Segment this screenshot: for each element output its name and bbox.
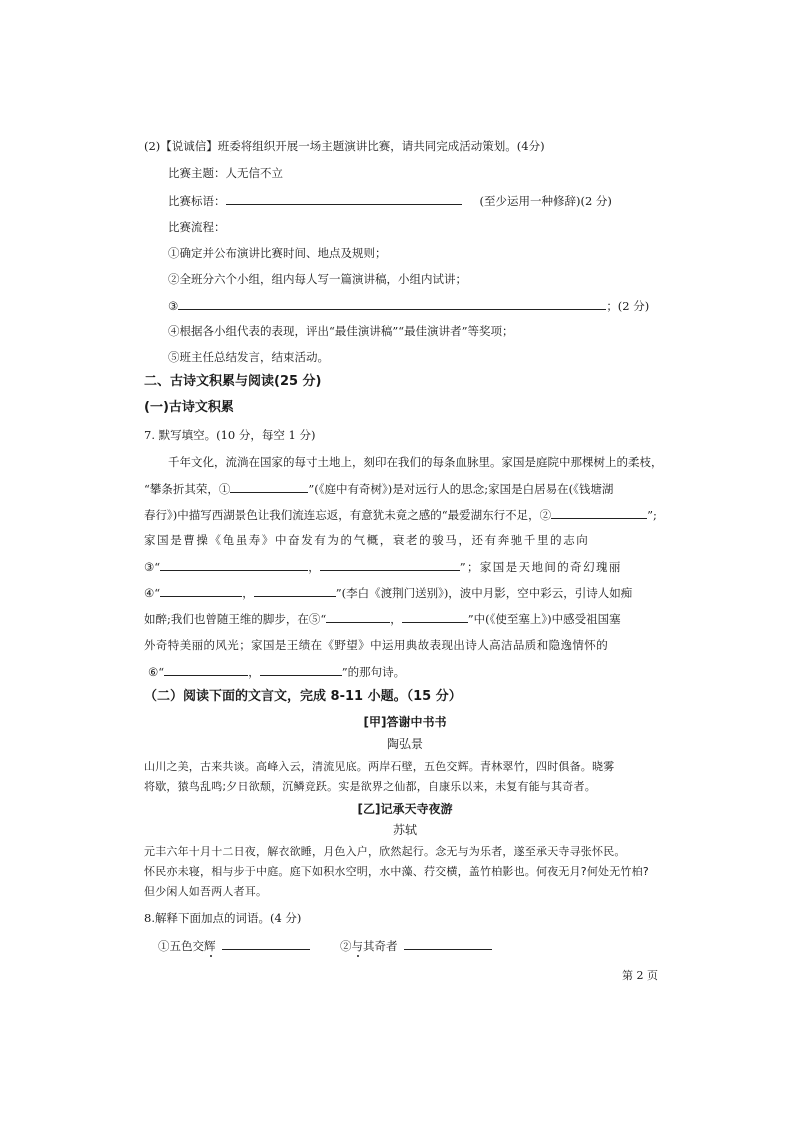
q8-item-2-dotted: 与 (351, 939, 363, 953)
q2-slogan-line (168, 192, 612, 209)
q7-line-7-a: 如醉;我们也曾随王维的脚步，在⑤“ (144, 612, 327, 626)
subsection-2-title: （二）阅读下面的文言文，完成 8-11 小题。（15 分） (144, 689, 462, 704)
blank-2[interactable] (551, 506, 647, 519)
q7-line-4: 家国是曹操《龟虽寿》中奋发有为的气概，衰老的骏马，还有奔驰千里的志向 (144, 533, 590, 547)
q7-line-5-b: ， (308, 560, 320, 574)
q7-line-9-c: ”的那句诗。 (341, 665, 406, 679)
q7-line-2 (144, 480, 613, 497)
q7-line-6-c: ”(李白《渡荆门送别》)，波中月影，空中彩云，引诗人如痴 (335, 586, 633, 600)
blank-3a[interactable] (160, 558, 308, 571)
blank-1[interactable] (230, 480, 308, 493)
q7-line-5-c: ”；家国是天地间的奇幻瑰丽 (459, 560, 622, 574)
q7-line-1: 千年文化，流淌在国家的每寸土地上，刻印在我们的每条血脉里。家国是庭院中那棵树上的柔枝， (168, 455, 663, 469)
slogan-blank[interactable] (226, 192, 462, 205)
flow-step-1: ①确定并公布演讲比赛时间、地点及规则； (168, 246, 387, 260)
q7-line-8: 外奇特美丽的风光；家国是王绩在《野望》中运用典故表现出诗人高洁品质和隐逸情怀的 (144, 638, 609, 652)
q8-item-1 (158, 937, 310, 954)
yi-title: [乙]记承天寺夜游 (357, 802, 453, 816)
q7-line-5 (144, 558, 622, 575)
blank-5a[interactable] (326, 610, 390, 623)
q8-item-1-prefix: ①五色交 (158, 939, 204, 953)
q7-line-7-b: ， (390, 612, 402, 626)
flow-label: 比赛流程： (168, 220, 226, 234)
yi-line-2: 怀民亦未寝，相与步于中庭。庭下如积水空明，水中藻、荇交横，盖竹柏影也。何夜无月?何处无竹柏? (144, 865, 649, 878)
slogan-note: (至少运用一种修辞)(2 分) (479, 194, 612, 208)
q7-line-2-a: “攀条折其荣，① (144, 482, 231, 496)
page-number: 第 2 页 (622, 969, 658, 982)
yi-line-3: 但少闲人如吾两人者耳。 (144, 885, 268, 898)
flow-step-2: ②全班分六个小组，组内每人写一篇演讲稿，小组内试讲； (168, 272, 467, 286)
q7-line-3 (144, 506, 657, 523)
q7-header: 7. 默写填空。(10 分，每空 1 分) (144, 428, 316, 442)
step-3-note: ；(2 分) (606, 299, 650, 313)
section-2-title: 二、古诗文积累与阅读(25 分) (144, 374, 322, 389)
q8-item-2 (340, 937, 492, 954)
blank-4b[interactable] (254, 584, 336, 597)
blank-5b[interactable] (402, 610, 468, 623)
q8-header: 8.解释下面加点的词语。(4 分) (144, 911, 302, 925)
q7-line-7-c: ”中(《使至塞上》)中感受祖国塞 (467, 612, 621, 626)
subsection-1-title: (一)古诗文积累 (144, 400, 234, 415)
q7-line-9-b: ， (248, 665, 260, 679)
q7-line-7 (144, 610, 621, 627)
jia-line-1: 山川之美，古来共谈。高峰入云，清流见底。两岸石壁，五色交辉。青林翠竹，四时俱备。晓雾 (144, 760, 615, 773)
q8-item-2-prefix: ② (340, 939, 352, 953)
jia-line-2: 将歇，猿鸟乱鸣;夕日欲颓，沉鳞竞跃。实是欲界之仙都，自康乐以来，未复有能与其奇者。 (144, 780, 596, 793)
q8-item-2-blank[interactable] (404, 937, 492, 950)
blank-4a[interactable] (160, 584, 242, 597)
q7-line-9-a: ⑥“ (148, 665, 165, 679)
q7-line-2-b: ”(《庭中有奇树》)是对远行人的思念;家国是白居易在(《钱塘湖 (308, 482, 614, 496)
q7-line-6 (144, 584, 632, 601)
jia-title: [甲]答谢中书书 (363, 715, 447, 729)
q8-item-2-suffix: 其奇者 (363, 939, 398, 953)
blank-6b[interactable] (260, 663, 342, 676)
step-3-marker: ③ (168, 299, 179, 313)
q7-line-6-b: ， (242, 586, 254, 600)
q2-header: (2)【说诚信】班委将组织开展一场主题演讲比赛，请共同完成活动策划。(4分) (144, 139, 545, 153)
step-3-blank[interactable] (178, 297, 606, 310)
q7-line-3-b: ”; (647, 508, 657, 522)
flow-step-4: ④根据各小组代表的表现，评出“最佳演讲稿”“最佳演讲者”等奖项； (168, 324, 514, 338)
flow-step-3 (168, 297, 649, 314)
q8-item-1-blank[interactable] (222, 937, 310, 950)
q2-theme: 比赛主题：人无信不立 (168, 166, 283, 180)
q7-line-6-a: ④“ (144, 586, 161, 600)
yi-line-1: 元丰六年十月十二日夜，解衣欲睡，月色入户，欣然起行。念无与为乐者，遂至承天寺寻张怀民。 (144, 845, 626, 858)
slogan-label: 比赛标语： (168, 194, 226, 208)
flow-step-5: ⑤班主任总结发言，结束活动。 (168, 350, 329, 364)
blank-3b[interactable] (320, 558, 460, 571)
q7-line-3-a: 春行》)中描写西湖景色让我们流连忘返，有意犹未竟之感的“最爱湖东行不足，② (144, 508, 552, 522)
q7-line-5-a: ③“ (144, 560, 161, 574)
jia-author: 陶弘景 (386, 737, 423, 751)
q8-item-1-dotted: 辉 (204, 939, 216, 953)
blank-6a[interactable] (164, 663, 248, 676)
yi-author: 苏轼 (392, 823, 417, 837)
q7-line-9 (148, 663, 405, 680)
